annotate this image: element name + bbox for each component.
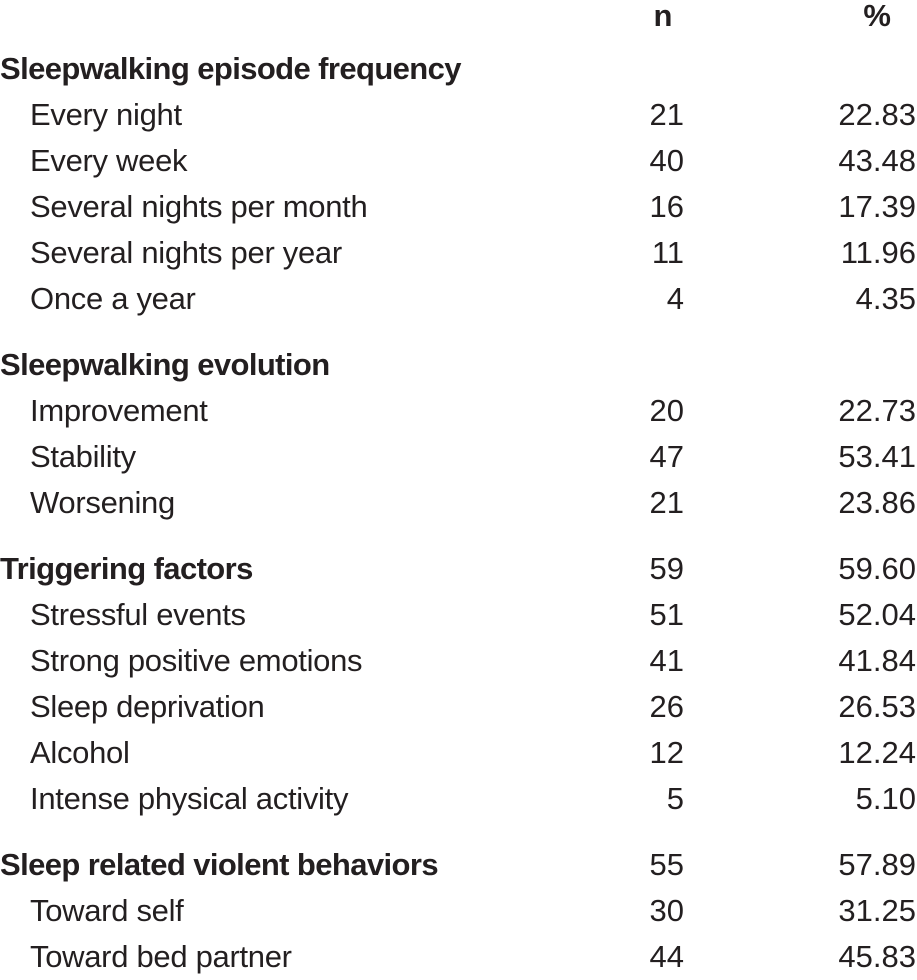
row-percent: 11.96: [840, 235, 916, 270]
row-n: 47: [649, 439, 684, 474]
row-label: Several nights per year: [30, 235, 342, 270]
row-n: 44: [649, 939, 684, 974]
section-heading-percent: 59.60: [838, 551, 916, 586]
row-n: 11: [651, 235, 684, 270]
section-heading: [0, 546, 917, 592]
row-n: 30: [649, 893, 684, 928]
section-heading-label: Sleep related violent behaviors: [0, 847, 438, 882]
row-percent: 4.35: [855, 281, 916, 316]
column-header-percent: %: [863, 0, 891, 33]
table-row: [0, 230, 917, 276]
row-percent: 43.48: [838, 143, 916, 178]
row-percent: 12.24: [838, 735, 916, 770]
section-heading-label: Triggering factors: [0, 551, 253, 586]
row-percent: 5.10: [855, 781, 916, 816]
table-row: [0, 480, 917, 526]
table-row: [0, 276, 917, 322]
table-row: [0, 434, 917, 480]
row-label: Improvement: [30, 393, 208, 428]
row-n: 4: [666, 281, 684, 316]
row-n: 41: [649, 643, 684, 678]
row-label: Worsening: [30, 485, 175, 520]
section-heading-percent: 57.89: [838, 847, 916, 882]
section-heading-n: 59: [649, 551, 684, 586]
table-row: [0, 638, 917, 684]
row-label: Once a year: [30, 281, 196, 316]
table-row: [0, 592, 917, 638]
row-percent: 31.25: [838, 893, 916, 928]
row-label: Stressful events: [30, 597, 246, 632]
table-row: [0, 934, 917, 980]
table-row: [0, 776, 917, 822]
row-n: 20: [649, 393, 684, 428]
table-row: [0, 184, 917, 230]
section-spacer: [0, 822, 917, 842]
row-percent: 26.53: [838, 689, 916, 724]
table-row: [0, 730, 917, 776]
column-header-n: n: [653, 0, 673, 33]
row-label: Stability: [30, 439, 136, 474]
section-heading: [0, 46, 917, 92]
row-percent: 45.83: [838, 939, 916, 974]
table-row: [0, 684, 917, 730]
row-label: Every night: [30, 97, 182, 132]
row-label: Toward bed partner: [30, 939, 292, 974]
table-header: [0, 0, 917, 46]
row-percent: 53.41: [838, 439, 916, 474]
section-heading-n: 55: [649, 847, 684, 882]
row-percent: 22.83: [838, 97, 916, 132]
row-n: 40: [649, 143, 684, 178]
table-row: [0, 92, 917, 138]
row-percent: 22.73: [838, 393, 916, 428]
row-label: Toward self: [30, 893, 184, 928]
row-percent: 23.86: [838, 485, 916, 520]
row-label: Several nights per month: [30, 189, 368, 224]
row-label: Alcohol: [30, 735, 130, 770]
table-row: [0, 138, 917, 184]
row-n: 51: [649, 597, 684, 632]
row-n: 26: [649, 689, 684, 724]
row-percent: 41.84: [838, 643, 916, 678]
row-n: 21: [649, 485, 684, 520]
section-heading: [0, 842, 917, 888]
section-heading-label: Sleepwalking episode frequency: [0, 51, 461, 86]
section-heading: [0, 342, 917, 388]
row-n: 16: [649, 189, 684, 224]
section-spacer: [0, 322, 917, 342]
row-percent: 52.04: [838, 597, 916, 632]
row-percent: 17.39: [838, 189, 916, 224]
section-spacer: [0, 526, 917, 546]
row-label: Strong positive emotions: [30, 643, 363, 678]
table-row: [0, 388, 917, 434]
row-label: Intense physical activity: [30, 781, 349, 816]
row-label: Every week: [30, 143, 188, 178]
table-row: [0, 888, 917, 934]
section-heading-label: Sleepwalking evolution: [0, 347, 330, 382]
row-n: 21: [649, 97, 684, 132]
row-n: 5: [666, 781, 684, 816]
row-label: Sleep deprivation: [30, 689, 265, 724]
row-n: 12: [649, 735, 684, 770]
